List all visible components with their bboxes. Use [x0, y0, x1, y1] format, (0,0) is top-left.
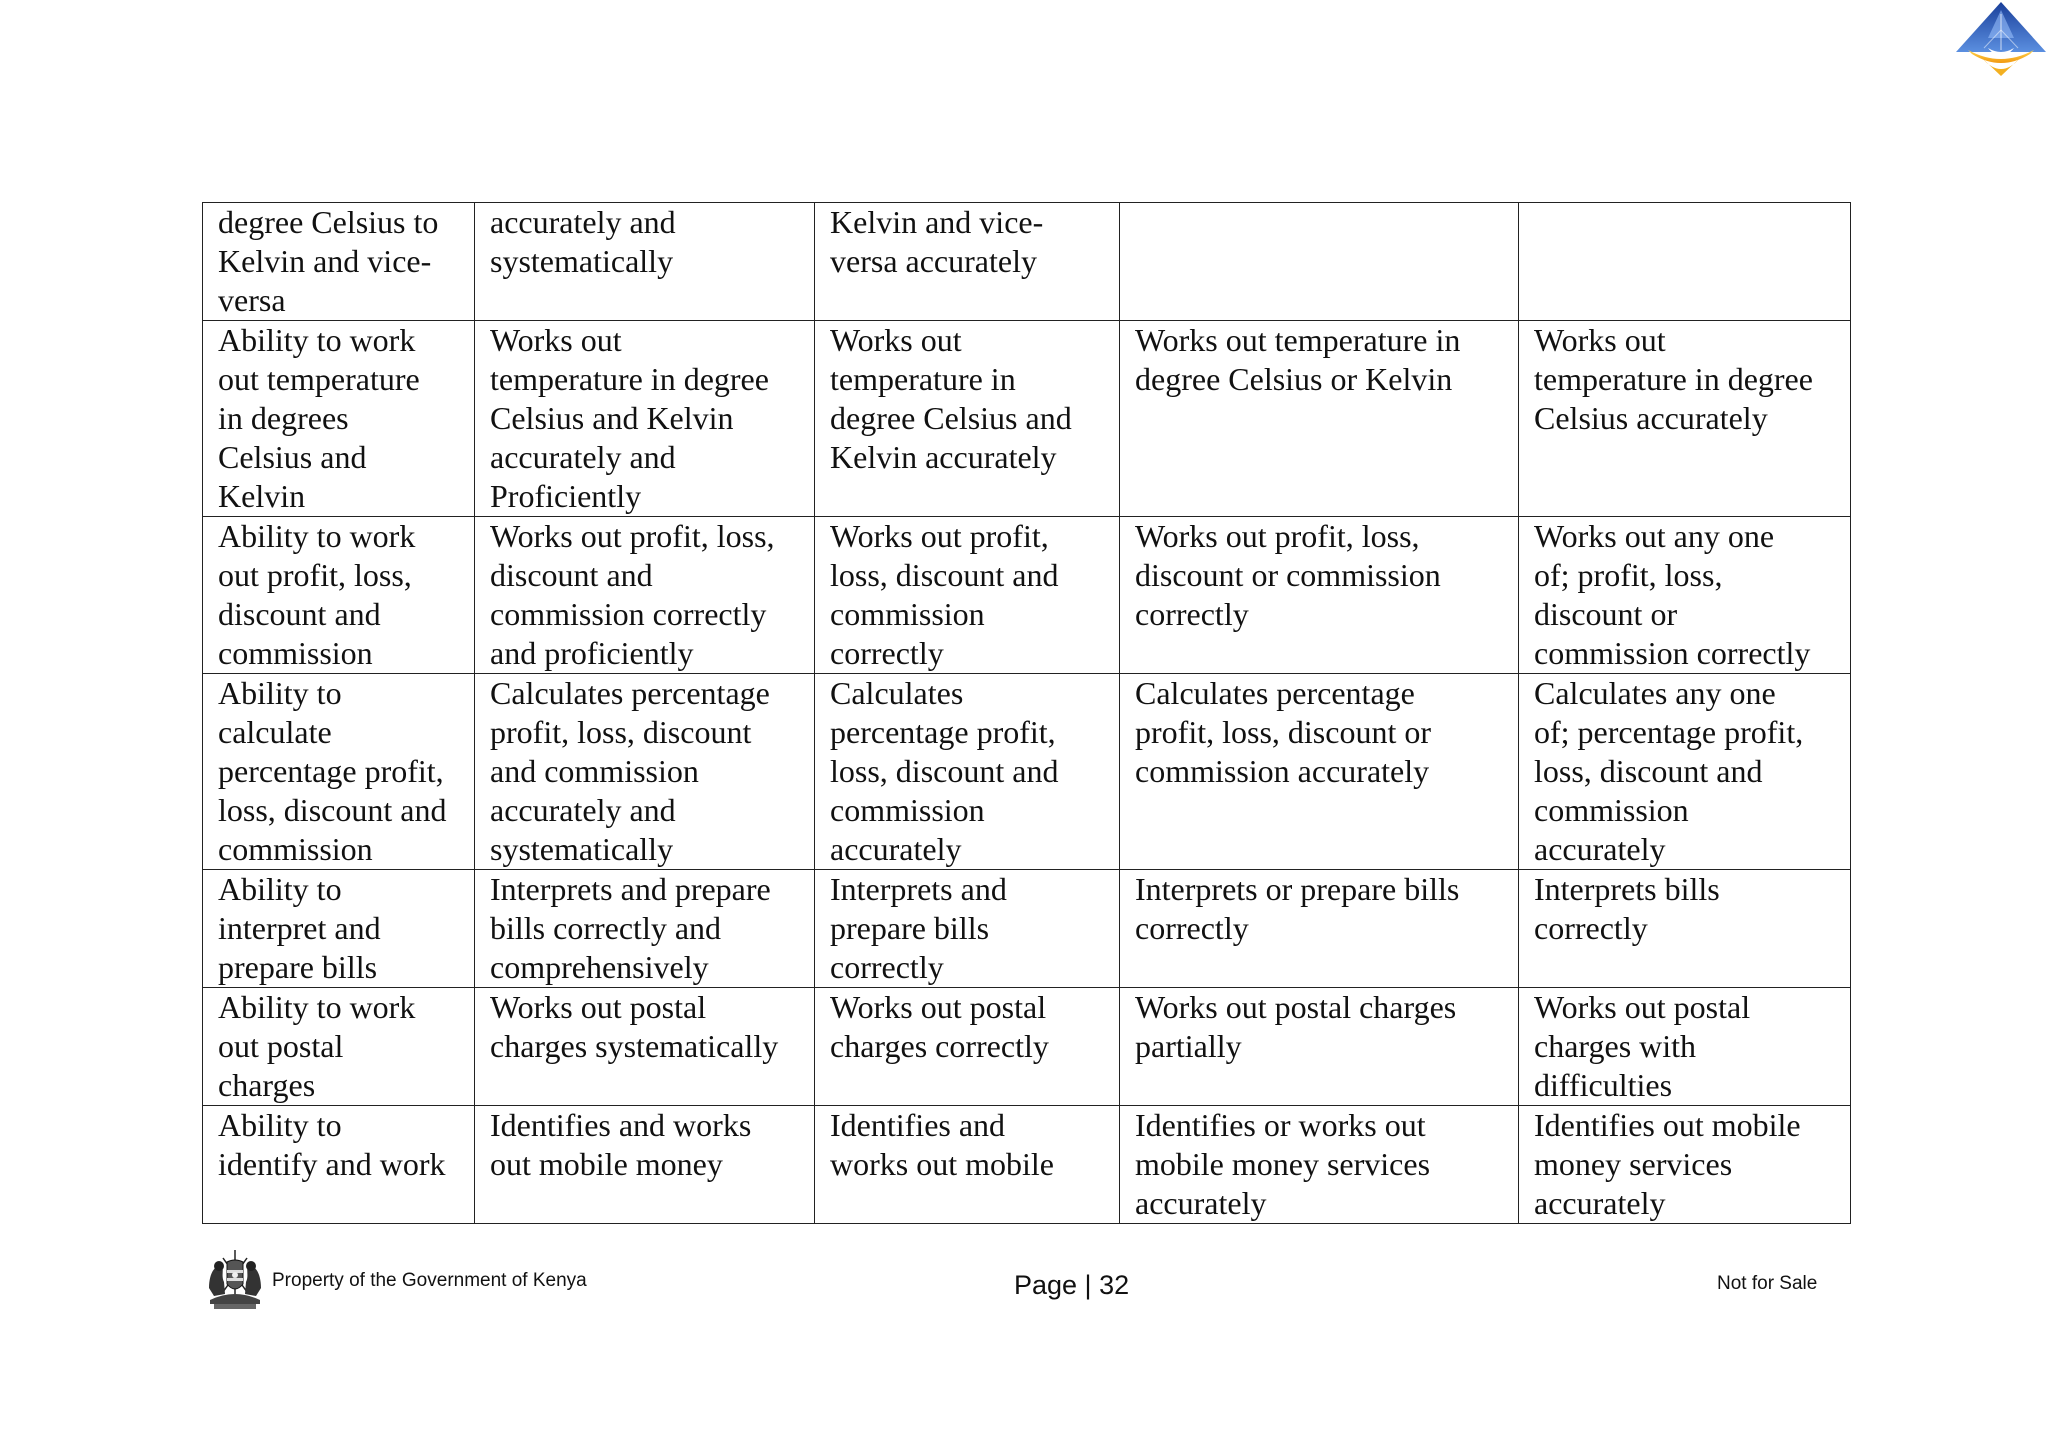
cell-text-line: Ability to work [218, 989, 416, 1025]
cell-text-line: Works out [490, 322, 622, 358]
cell-text-line: profit, loss, discount [490, 714, 752, 750]
table-cell [815, 674, 1120, 870]
cell-text-line: loss, discount and [830, 557, 1059, 593]
cell-text-line: Interprets and [830, 871, 1007, 907]
cell-text-line: commission [1534, 792, 1689, 828]
cell-text-line: Identifies and works [490, 1107, 752, 1143]
cell-text-line: commission [218, 831, 373, 867]
table-cell [1519, 203, 1851, 321]
cell-text-line: mobile money services [1135, 1146, 1431, 1182]
cell-text-line: Works out postal [830, 989, 1047, 1025]
cell-text-line: versa [218, 282, 286, 318]
table-cell [815, 203, 1120, 321]
cell-text-line: prepare bills [830, 910, 990, 946]
cell-text-line: Works out postal [490, 989, 707, 1025]
table-cell [815, 988, 1120, 1106]
cell-text-line: of; percentage profit, [1534, 714, 1804, 750]
table-cell [1519, 870, 1851, 988]
cell-text-line: degree Celsius and [830, 400, 1072, 436]
table-row [203, 988, 1851, 1106]
cell-text-line: prepare bills [218, 949, 378, 985]
cell-text-line: difficulties [1534, 1067, 1673, 1103]
table-cell [1519, 674, 1851, 870]
cell-text-line: discount and [490, 557, 653, 593]
footer-not-for-sale: Not for Sale [1717, 1273, 1818, 1294]
cell-text-line: Identifies or works out [1135, 1107, 1426, 1143]
cell-text-line: Works out profit, [830, 518, 1049, 554]
cell-text-line: systematically [490, 831, 674, 867]
table-cell [203, 321, 475, 517]
cell-text-line: discount and [218, 596, 381, 632]
cell-text-line: charges correctly [830, 1028, 1049, 1064]
cell-text-line: commission [830, 596, 985, 632]
table-cell [815, 517, 1120, 674]
cell-text-line: loss, discount and [830, 753, 1059, 789]
table-cell [1519, 988, 1851, 1106]
cell-text-line: correctly [1135, 596, 1249, 632]
cell-text-line: accurately [1534, 831, 1666, 867]
table-cell [1519, 1106, 1851, 1224]
cell-text-line: Works out temperature in [1135, 322, 1461, 358]
cell-text-line: interpret and [218, 910, 381, 946]
page-number: Page | 32 [1014, 1270, 1130, 1300]
table-cell [203, 203, 475, 321]
cell-text-line: Identifies out mobile [1534, 1107, 1801, 1143]
cell-text-line: Celsius accurately [1534, 400, 1768, 436]
cell-text-line: correctly [1534, 910, 1648, 946]
cell-text-line: discount or commission [1135, 557, 1441, 593]
table-cell [1120, 674, 1519, 870]
cell-text-line: Calculates any one [1534, 675, 1776, 711]
table-cell [1120, 517, 1519, 674]
rubric-table-body [203, 203, 1851, 1224]
table-row [203, 870, 1851, 988]
cell-text-line: out mobile money [490, 1146, 723, 1182]
cell-text-line: Interprets bills [1534, 871, 1720, 907]
cell-text-line: Calculates percentage [490, 675, 770, 711]
table-cell [475, 321, 815, 517]
cell-text-line: identify and work [218, 1146, 446, 1182]
cell-text-line: comprehensively [490, 949, 709, 985]
table-cell [475, 203, 815, 321]
table-cell [203, 1106, 475, 1224]
table-row [203, 674, 1851, 870]
cell-text-line: charges with [1534, 1028, 1697, 1064]
cell-text-line: Kelvin [218, 478, 306, 514]
cell-text-line: temperature in [830, 361, 1016, 397]
cell-text-line: Works out postal [1534, 989, 1751, 1025]
cell-text-line: and proficiently [490, 635, 694, 671]
cell-text-line: loss, discount and [218, 792, 447, 828]
cell-text-line: discount or [1534, 596, 1678, 632]
table-row [203, 517, 1851, 674]
table-cell [815, 870, 1120, 988]
cell-text-line: Ability to [218, 675, 342, 711]
cell-text-line: Works out [830, 322, 962, 358]
table-row [203, 1106, 1851, 1224]
cell-text-line: systematically [490, 243, 674, 279]
cell-text-line: charges systematically [490, 1028, 779, 1064]
cell-text-line: calculate [218, 714, 332, 750]
kicd-logo-icon [1954, 0, 2048, 80]
cell-text-line: Calculates [830, 675, 964, 711]
table-cell [475, 674, 815, 870]
table-cell [815, 1106, 1120, 1224]
cell-text-line: accurately and [490, 439, 676, 475]
cell-text-line: of; profit, loss, [1534, 557, 1723, 593]
cell-text-line: temperature in degree [490, 361, 769, 397]
cell-text-line: and commission [490, 753, 699, 789]
cell-text-line: accurately [830, 831, 962, 867]
table-cell [203, 988, 475, 1106]
cell-text-line: versa accurately [830, 243, 1037, 279]
cell-text-line: Works out profit, loss, [1135, 518, 1420, 554]
cell-text-line: accurately and [490, 792, 676, 828]
cell-text-line: Proficiently [490, 478, 642, 514]
cell-text-line: Ability to work [218, 518, 416, 554]
cell-text-line: correctly [1135, 910, 1249, 946]
cell-text-line: Kelvin and vice- [830, 204, 1044, 240]
cell-text-line: in degrees [218, 400, 349, 436]
table-cell [1120, 988, 1519, 1106]
cell-text-line: correctly [830, 949, 944, 985]
table-cell [1519, 517, 1851, 674]
cell-text-line: Works out postal charges [1135, 989, 1457, 1025]
table-cell [1120, 1106, 1519, 1224]
cell-text-line: commission correctly [490, 596, 767, 632]
cell-text-line: works out mobile [830, 1146, 1054, 1182]
table-cell [1120, 203, 1519, 321]
table-cell [475, 1106, 815, 1224]
cell-text-line: commission correctly [1534, 635, 1811, 671]
cell-text-line: accurately [1135, 1185, 1267, 1221]
cell-text-line: Interprets or prepare bills [1135, 871, 1460, 907]
cell-text-line: degree Celsius or Kelvin [1135, 361, 1453, 397]
kenya-coat-of-arms-icon [206, 1248, 264, 1310]
cell-text-line: degree Celsius to [218, 204, 439, 240]
cell-text-line: commission accurately [1135, 753, 1430, 789]
table-cell [475, 988, 815, 1106]
cell-text-line: profit, loss, discount or [1135, 714, 1431, 750]
cell-text-line: Interprets and prepare [490, 871, 771, 907]
cell-text-line: Ability to work [218, 322, 416, 358]
table-cell [203, 674, 475, 870]
cell-text-line: Works out profit, loss, [490, 518, 775, 554]
table-cell [475, 517, 815, 674]
cell-text-line: correctly [830, 635, 944, 671]
page-footer [0, 1240, 2048, 1320]
table-cell [203, 517, 475, 674]
table-cell [475, 870, 815, 988]
cell-text-line: Identifies and [830, 1107, 1006, 1143]
cell-text-line: Works out [1534, 322, 1666, 358]
cell-text-line: out profit, loss, [218, 557, 412, 593]
cell-text-line: commission [830, 792, 985, 828]
cell-text-line: Ability to [218, 871, 342, 907]
table-cell [1519, 321, 1851, 517]
cell-text-line: Works out any one [1534, 518, 1775, 554]
cell-text-line: percentage profit, [218, 753, 444, 789]
cell-text-line: money services [1534, 1146, 1733, 1182]
cell-text-line: charges [218, 1067, 316, 1103]
table-row [203, 321, 1851, 517]
cell-text-line: Celsius and Kelvin [490, 400, 734, 436]
table-row [203, 203, 1851, 321]
cell-text-line: loss, discount and [1534, 753, 1763, 789]
cell-text-line: out postal [218, 1028, 344, 1064]
cell-text-line: Calculates percentage [1135, 675, 1415, 711]
table-cell [815, 321, 1120, 517]
cell-text-line: commission [218, 635, 373, 671]
cell-text-line: percentage profit, [830, 714, 1056, 750]
footer-property-text: Property of the Government of Kenya [272, 1270, 587, 1291]
rubric-table [202, 202, 1851, 1224]
cell-text-line: Celsius and [218, 439, 367, 475]
cell-text-line: accurately [1534, 1185, 1666, 1221]
cell-text-line: partially [1135, 1028, 1242, 1064]
table-cell [1120, 321, 1519, 517]
cell-text-line: Kelvin accurately [830, 439, 1057, 475]
cell-text-line: accurately and [490, 204, 676, 240]
cell-text-line: out temperature [218, 361, 420, 397]
cell-text-line: temperature in degree [1534, 361, 1813, 397]
table-cell [203, 870, 475, 988]
cell-text-line: Kelvin and vice- [218, 243, 432, 279]
cell-text-line: Ability to [218, 1107, 342, 1143]
table-cell [1120, 870, 1519, 988]
cell-text-line: bills correctly and [490, 910, 722, 946]
